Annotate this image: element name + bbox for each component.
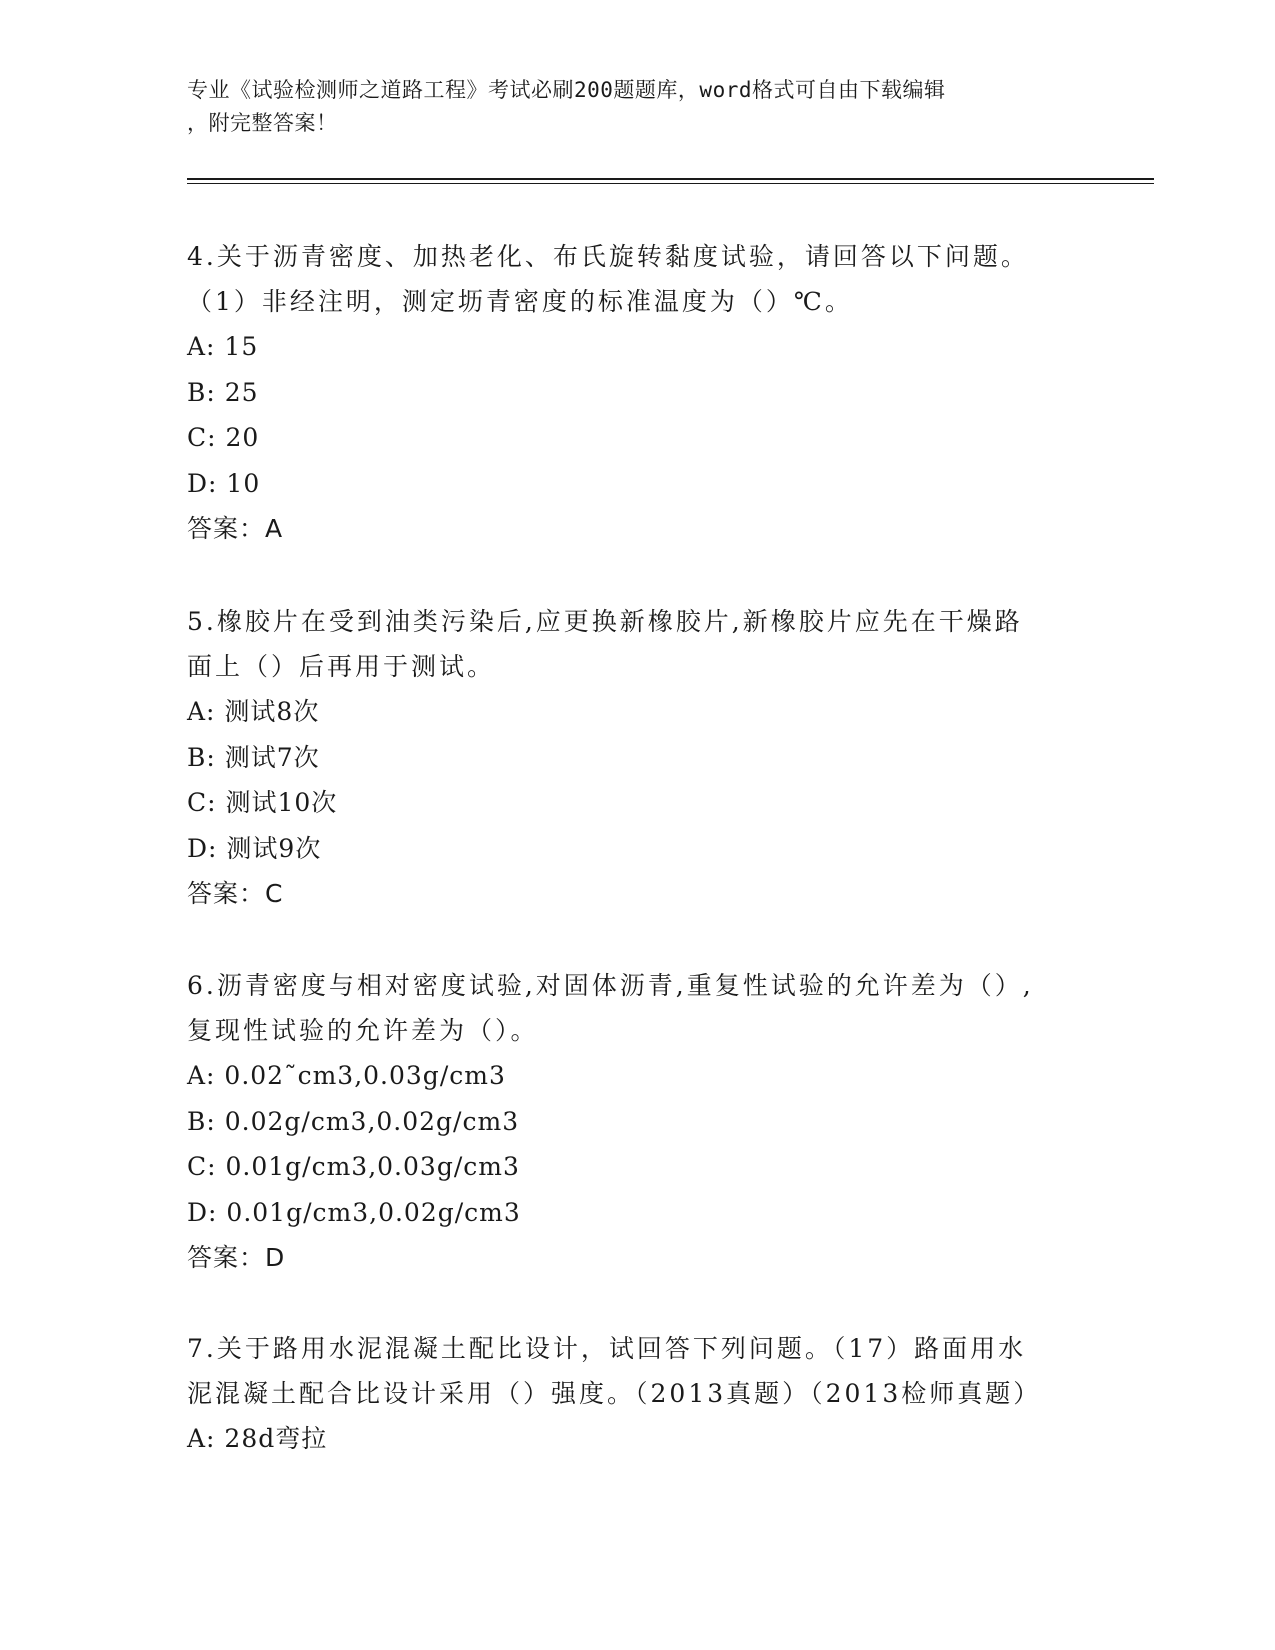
question-text-line: 复现性试验的允许差为（）。 bbox=[187, 1016, 539, 1045]
option-b: B: 0.02g/cm3,0.02g/cm3 bbox=[187, 1106, 520, 1136]
option-a: A: 28d弯拉 bbox=[187, 1424, 328, 1453]
question-text-line: 6.沥青密度与相对密度试验,对固体沥青,重复性试验的允许差为（）, bbox=[187, 971, 1034, 1000]
question-7 bbox=[187, 1326, 1087, 1462]
header-divider-thin bbox=[187, 183, 1154, 184]
answer-line: 答案：C bbox=[187, 879, 284, 908]
option-a: A: 0.02˜cm3,0.03g/cm3 bbox=[187, 1061, 506, 1090]
option-c: C: 测试10次 bbox=[187, 788, 338, 817]
question-text-line: 5.橡胶片在受到油类污染后,应更换新橡胶片,新橡胶片应先在干燥路 bbox=[187, 607, 1023, 636]
option-c: C: 20 bbox=[187, 423, 260, 452]
option-d: D: 10 bbox=[187, 468, 261, 498]
question-5 bbox=[187, 599, 1087, 916]
option-d: D: 0.01g/cm3,0.02g/cm3 bbox=[187, 1197, 521, 1227]
option-b: B: 测试7次 bbox=[187, 742, 320, 772]
option-c: C: 0.01g/cm3,0.03g/cm3 bbox=[187, 1152, 520, 1181]
header-divider bbox=[187, 178, 1154, 180]
document-header bbox=[187, 74, 1067, 140]
question-4 bbox=[187, 234, 1087, 551]
question-text-line: 面上（）后再用于测试。 bbox=[187, 652, 496, 681]
answer-line: 答案：A bbox=[187, 514, 284, 543]
question-text-line: 泥混凝土配合比设计采用（）强度。（2013真题）（2013检师真题） bbox=[187, 1379, 1042, 1408]
question-text-line: 4.关于沥青密度、加热老化、布氏旋转黏度试验，请回答以下问题。 bbox=[187, 242, 1029, 271]
option-b: B: 25 bbox=[187, 377, 259, 407]
question-6 bbox=[187, 963, 1087, 1280]
header-line-2: ，附完整答案！ bbox=[187, 111, 338, 135]
answer-line: 答案：D bbox=[187, 1243, 286, 1272]
option-d: D: 测试9次 bbox=[187, 833, 322, 863]
option-a: A: 测试8次 bbox=[187, 697, 320, 726]
question-text-line: 7.关于路用水泥混凝土配比设计，试回答下列问题。（17）路面用水 bbox=[187, 1334, 1027, 1363]
question-text-line: （1）非经注明，测定坜青密度的标准温度为（）℃。 bbox=[187, 287, 853, 316]
header-line-1: 专业《试验检测师之道路工程》考试必刷200题题库，word格式可自由下载编辑 bbox=[187, 78, 946, 102]
option-a: A: 15 bbox=[187, 332, 259, 361]
